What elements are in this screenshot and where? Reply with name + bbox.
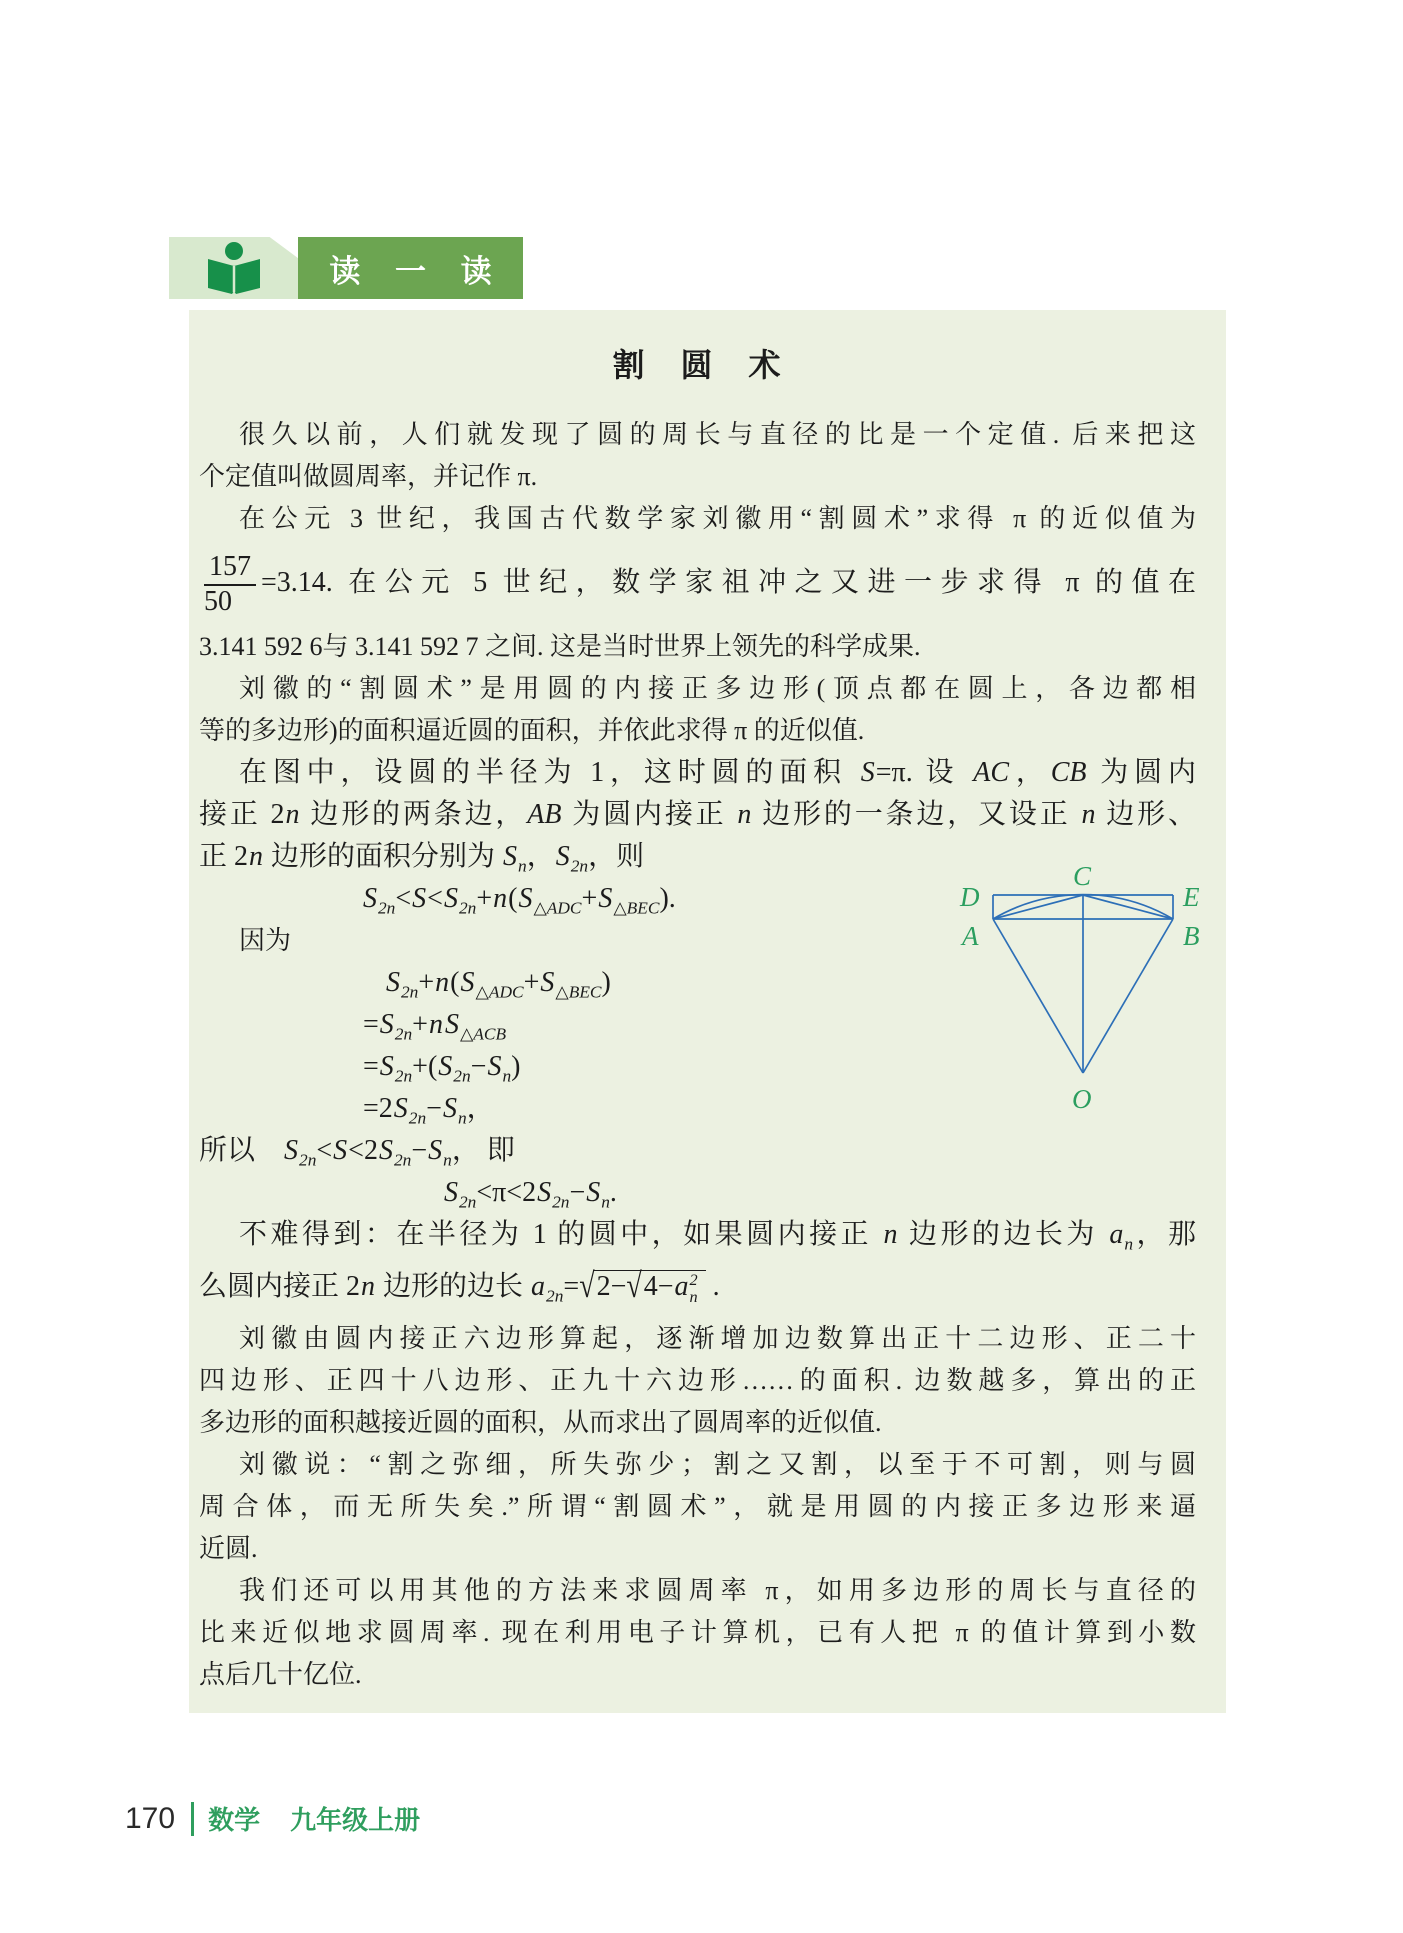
formula-line: 正 2n 边形的面积分别为 $S_n$，$S_{2n}$，则 bbox=[199, 841, 645, 876]
formula-line: $\frac{157}{50}$ =3.14. 在公元 5 世纪，数学家祖冲之又进一步求得 π 的值在 bbox=[204, 551, 1196, 617]
formula-line: 接正 2n 边形的两条边，AB 为圆内接正 n 边形的一条边，又设正 n 边形、 bbox=[199, 799, 1196, 830]
footer-subject: 数学 bbox=[208, 1805, 261, 1835]
text-line: 刘徽说：“割之弥细，所失弥少；割之又割，以至于不可割，则与圆 bbox=[239, 1450, 1196, 1479]
radius-OA bbox=[993, 919, 1083, 1073]
formula-line: 么圆内接正 2n 边形的边长 $a_{2n}=√2-√4-a$ 2 n . bbox=[199, 1267, 720, 1307]
text-line: 3.141 592 6与 3.141 592 7 之间. 这是当时世界上领先的科学成果. bbox=[199, 632, 921, 661]
footer-volume: 九年级上册 bbox=[290, 1805, 421, 1835]
text-line: 比来近似地求圆周率. 现在利用电子计算机，已有人把 π 的值计算到小数 bbox=[199, 1618, 1196, 1647]
formula-line: $=2S_{2n}-S_n$， bbox=[363, 1093, 495, 1128]
reader-icon bbox=[169, 237, 298, 299]
formula-line: 在图中，设圆的半径为 1，这时圆的面积 S=π. 设 AC，CB 为圆内 bbox=[239, 757, 1196, 788]
diagram-label-C: C bbox=[1073, 861, 1092, 891]
text-line: 个定值叫做圆周率，并记作 π. bbox=[199, 462, 538, 491]
text-line: 多边形的面积越接近圆的面积，从而求出了圆周率的近似值. bbox=[199, 1408, 882, 1437]
page-title: 割 圆 术 bbox=[612, 347, 783, 383]
text-line: 刘徽的“割圆术”是用圆的内接正多边形(顶点都在圆上，各边都相 bbox=[239, 674, 1196, 703]
formula-line: $S_{2n}<S<S_{2n}+n(S_{\triangle ADC}+S_{\triangle BEC})$. bbox=[363, 883, 676, 918]
formula-line: $S_{2n}+n(S_{\triangle ADC}+S_{\triangle BEC})$ bbox=[386, 967, 611, 1002]
diagram-label-E: E bbox=[1183, 882, 1200, 912]
content-panel bbox=[189, 310, 1226, 1713]
chord-CB bbox=[1083, 895, 1173, 919]
radius-OB bbox=[1083, 919, 1173, 1073]
formula-line: $S_{2n}<\pi<2S_{2n}-S_n$. bbox=[444, 1177, 617, 1212]
formula-line: 所以 $S_{2n}<S<2S_{2n}-S_n$， 即 bbox=[199, 1135, 515, 1170]
page-footer bbox=[125, 1800, 420, 1837]
read-badge bbox=[169, 237, 523, 299]
formula-line: 不难得到：在半径为 1 的圆中，如果圆内接正 n 边形的边长为 $a_n$，那 bbox=[239, 1219, 1196, 1254]
text-line: 在公元 3 世纪，我国古代数学家刘徽用“割圆术”求得 π 的近似值为 bbox=[239, 504, 1196, 533]
formula-line: $=S_{2n}+nS_{\triangle ACB}$ bbox=[363, 1009, 507, 1044]
footer-divider bbox=[191, 1802, 194, 1836]
chord-AC bbox=[993, 895, 1083, 919]
read-badge-label: 读 一 读 bbox=[298, 237, 523, 299]
text-line: 近圆. bbox=[199, 1534, 258, 1563]
text-line: 四边形、正四十八边形、正九十六边形……的面积. 边数越多，算出的正 bbox=[199, 1366, 1196, 1395]
formula-line: $=S_{2n}+(S_{2n}-S_n)$ bbox=[363, 1051, 521, 1086]
page-number: 170 bbox=[125, 1801, 176, 1835]
text-line: 点后几十亿位. bbox=[199, 1660, 362, 1689]
reader-icon-glyph bbox=[198, 242, 270, 294]
diagram-label-O: O bbox=[1072, 1084, 1092, 1114]
text-line: 等的多边形)的面积逼近圆的面积，并依此求得 π 的近似值. bbox=[199, 716, 865, 745]
diagram-label-A: A bbox=[962, 921, 979, 951]
text-line: 周合体，而无所失矣.”所谓“割圆术”，就是用圆的内接正多边形来逼 bbox=[199, 1492, 1196, 1521]
diagram-label-D: D bbox=[960, 882, 980, 912]
text-line: 因为 bbox=[239, 926, 292, 955]
diagram-svg bbox=[950, 858, 1220, 1128]
text-line: 我们还可以用其他的方法来求圆周率 π，如用多边形的周长与直径的 bbox=[239, 1576, 1196, 1605]
circle-cutting-diagram bbox=[950, 858, 1220, 1133]
diagram-label-B: B bbox=[1183, 921, 1200, 951]
text-line: 刘徽由圆内接正六边形算起，逐渐增加边数算出正十二边形、正二十 bbox=[239, 1324, 1196, 1353]
text-line: 很久以前，人们就发现了圆的周长与直径的比是一个定值. 后来把这 bbox=[239, 420, 1196, 449]
